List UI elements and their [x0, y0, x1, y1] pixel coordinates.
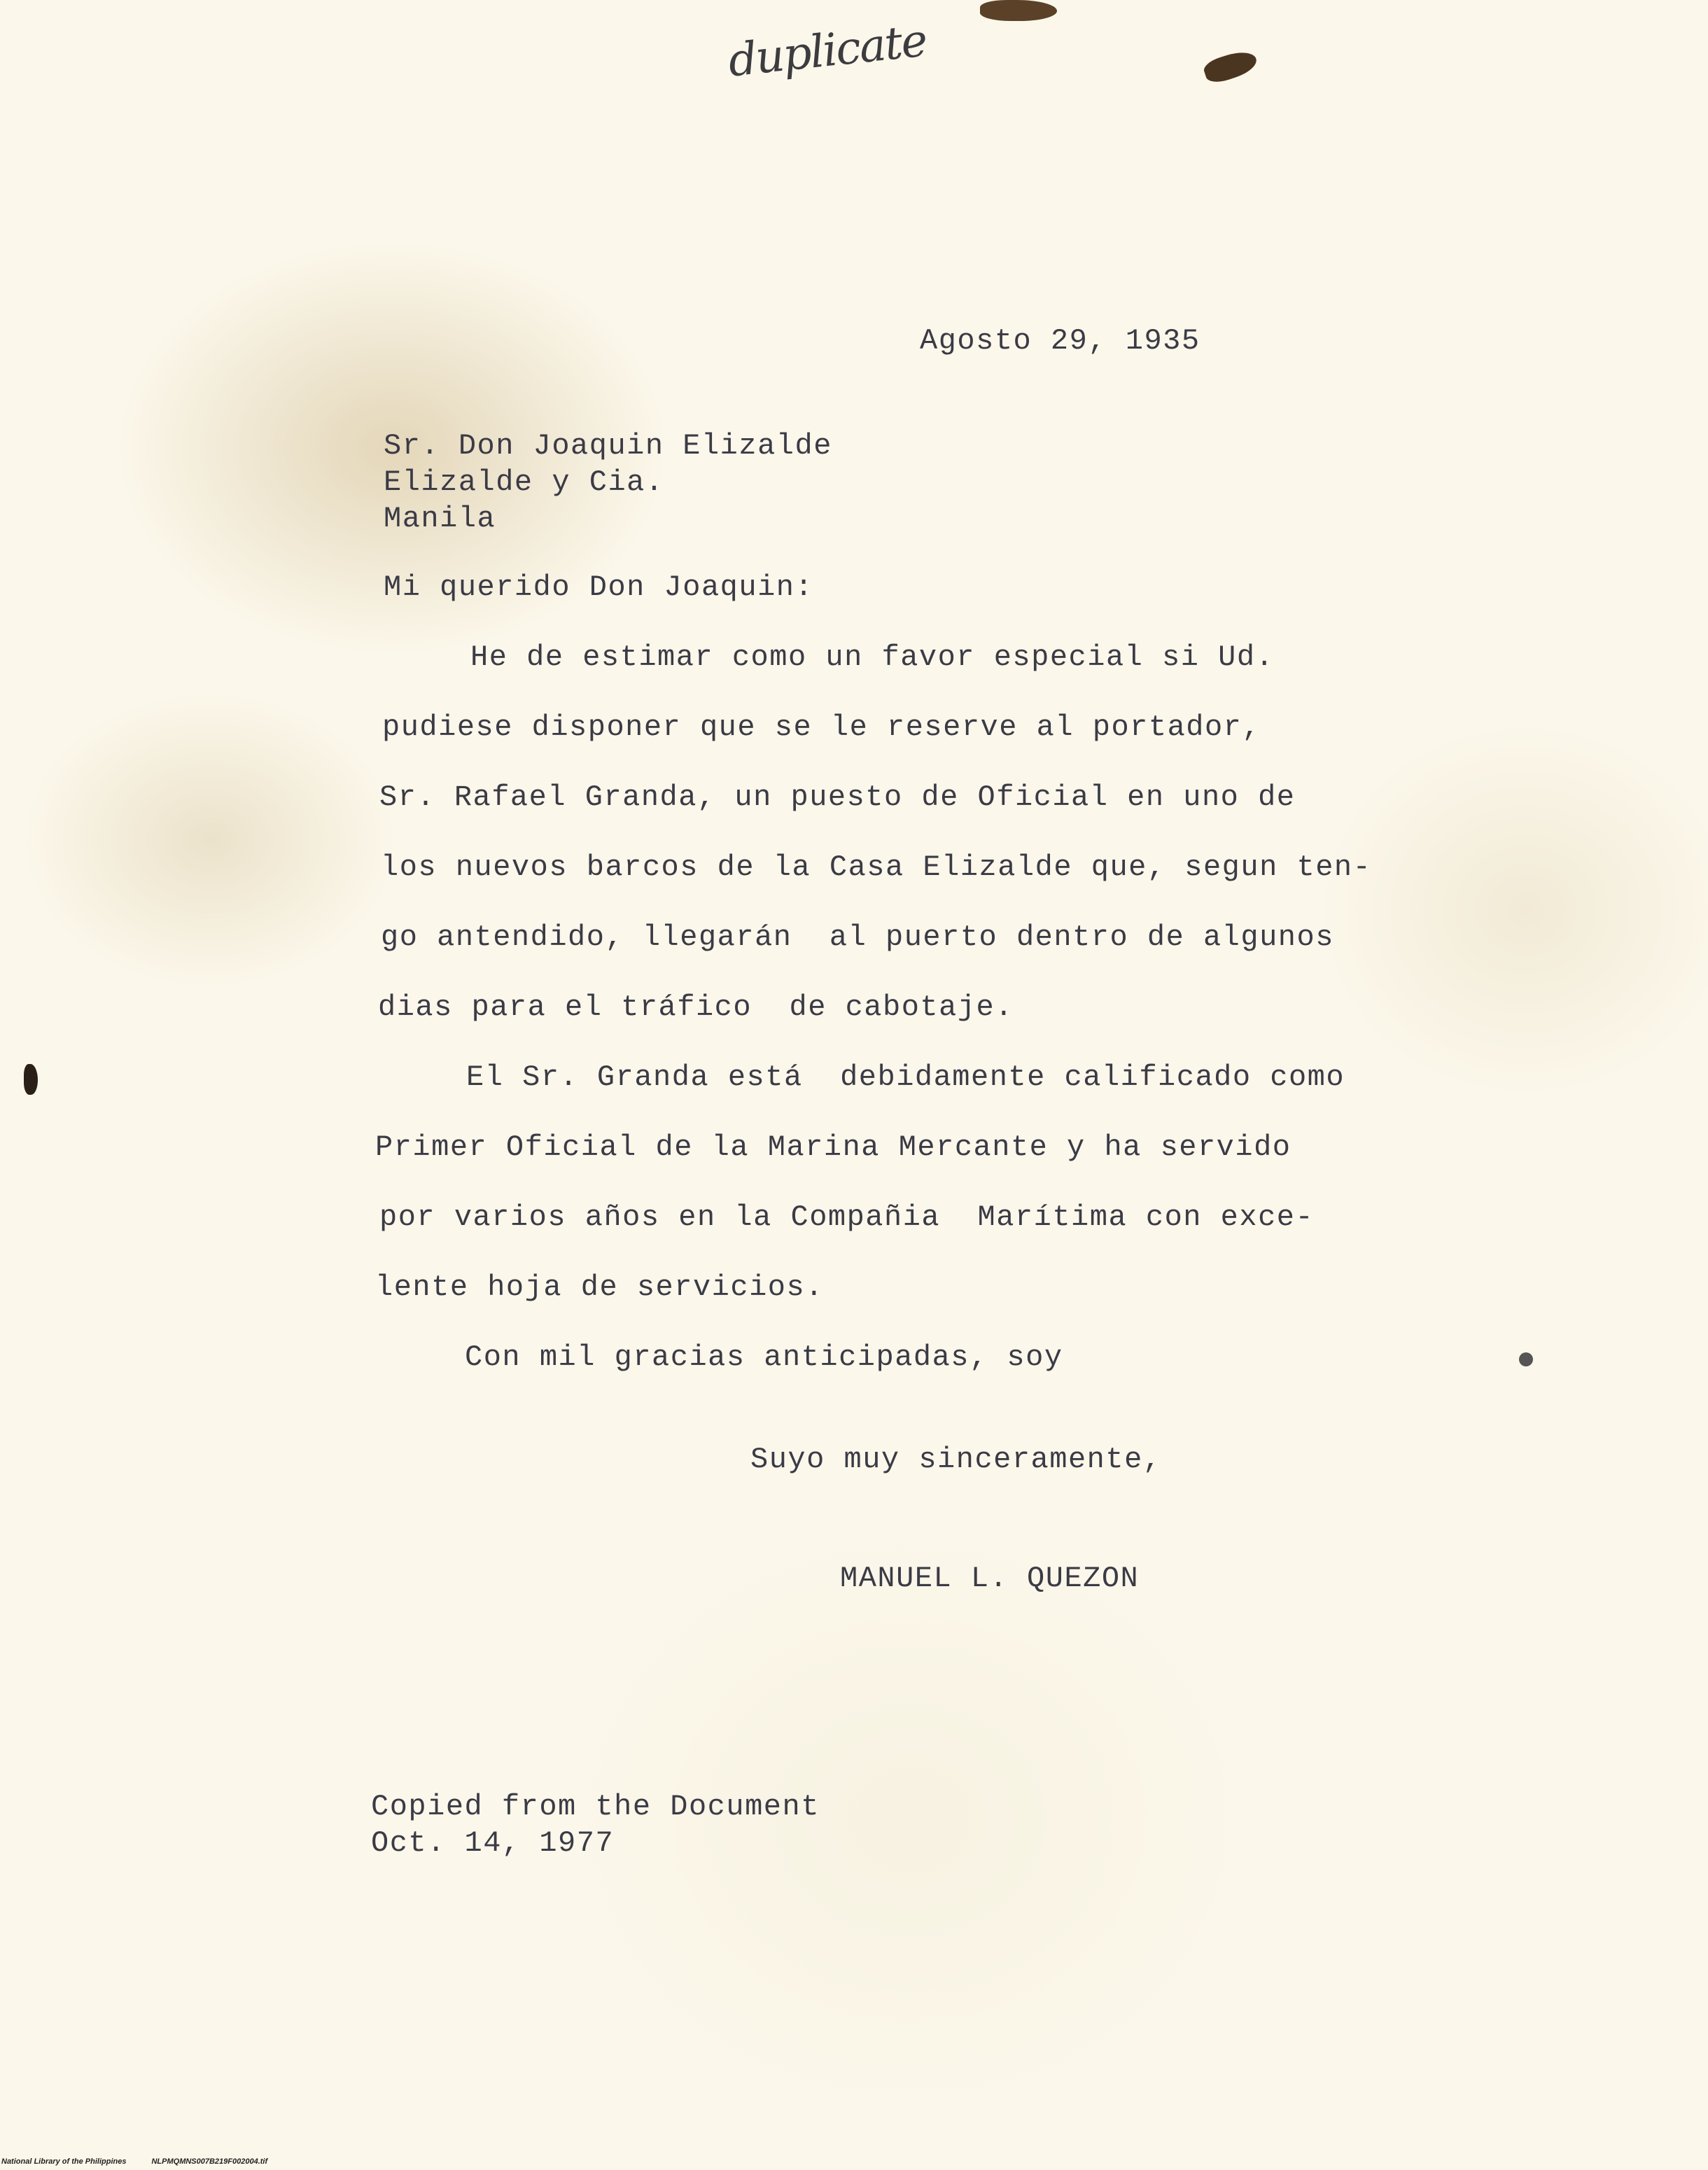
- body-line: lente hoja de servicios.: [375, 1270, 824, 1304]
- signature: MANUEL L. QUEZON: [840, 1562, 1140, 1595]
- salutation: Mi querido Don Joaquin:: [384, 570, 814, 604]
- body-line: go antendido, llegarán al puerto dentro de algunos: [381, 920, 1334, 954]
- body-line: Con mil gracias anticipadas, soy: [465, 1340, 1063, 1374]
- copy-note-line: Oct. 14, 1977: [371, 1826, 615, 1860]
- letter-date: Agosto 29, 1935: [920, 324, 1200, 358]
- archive-footer: [0, 2153, 1708, 2170]
- recipient-line: Sr. Don Joaquin Elizalde: [384, 429, 832, 463]
- body-line: Sr. Rafael Granda, un puesto de Oficial en uno de: [379, 780, 1296, 814]
- body-line: los nuevos barcos de la Casa Elizalde que, segun ten-: [381, 850, 1372, 884]
- closing: Suyo muy sinceramente,: [750, 1443, 1162, 1476]
- body-line: Primer Oficial de la Marina Mercante y ha servido: [375, 1130, 1292, 1164]
- body-line: El Sr. Granda está debidamente calificado como: [466, 1060, 1345, 1094]
- file-id: NLPMQMNS007B219F002004.tif: [151, 2157, 268, 2166]
- body-line: pudiese disponer que se le reserve al portador,: [382, 710, 1261, 744]
- dot-mark-right: [1519, 1352, 1533, 1366]
- library-credit: National Library of the Philippines: [1, 2157, 127, 2166]
- ink-stain-top: [980, 0, 1057, 21]
- body-line: por varios años en la Compañia Marítima con exce-: [379, 1200, 1315, 1234]
- body-line: dias para el tráfico de cabotaje.: [378, 990, 1014, 1024]
- handwritten-annotation: duplicate: [725, 15, 929, 88]
- punch-mark-left: [24, 1064, 38, 1095]
- recipient-line: Manila: [384, 502, 496, 536]
- recipient-line: Elizalde y Cia.: [384, 465, 664, 499]
- copy-note-line: Copied from the Document: [371, 1790, 820, 1823]
- body-line: He de estimar como un favor especial si Ud.: [470, 640, 1275, 674]
